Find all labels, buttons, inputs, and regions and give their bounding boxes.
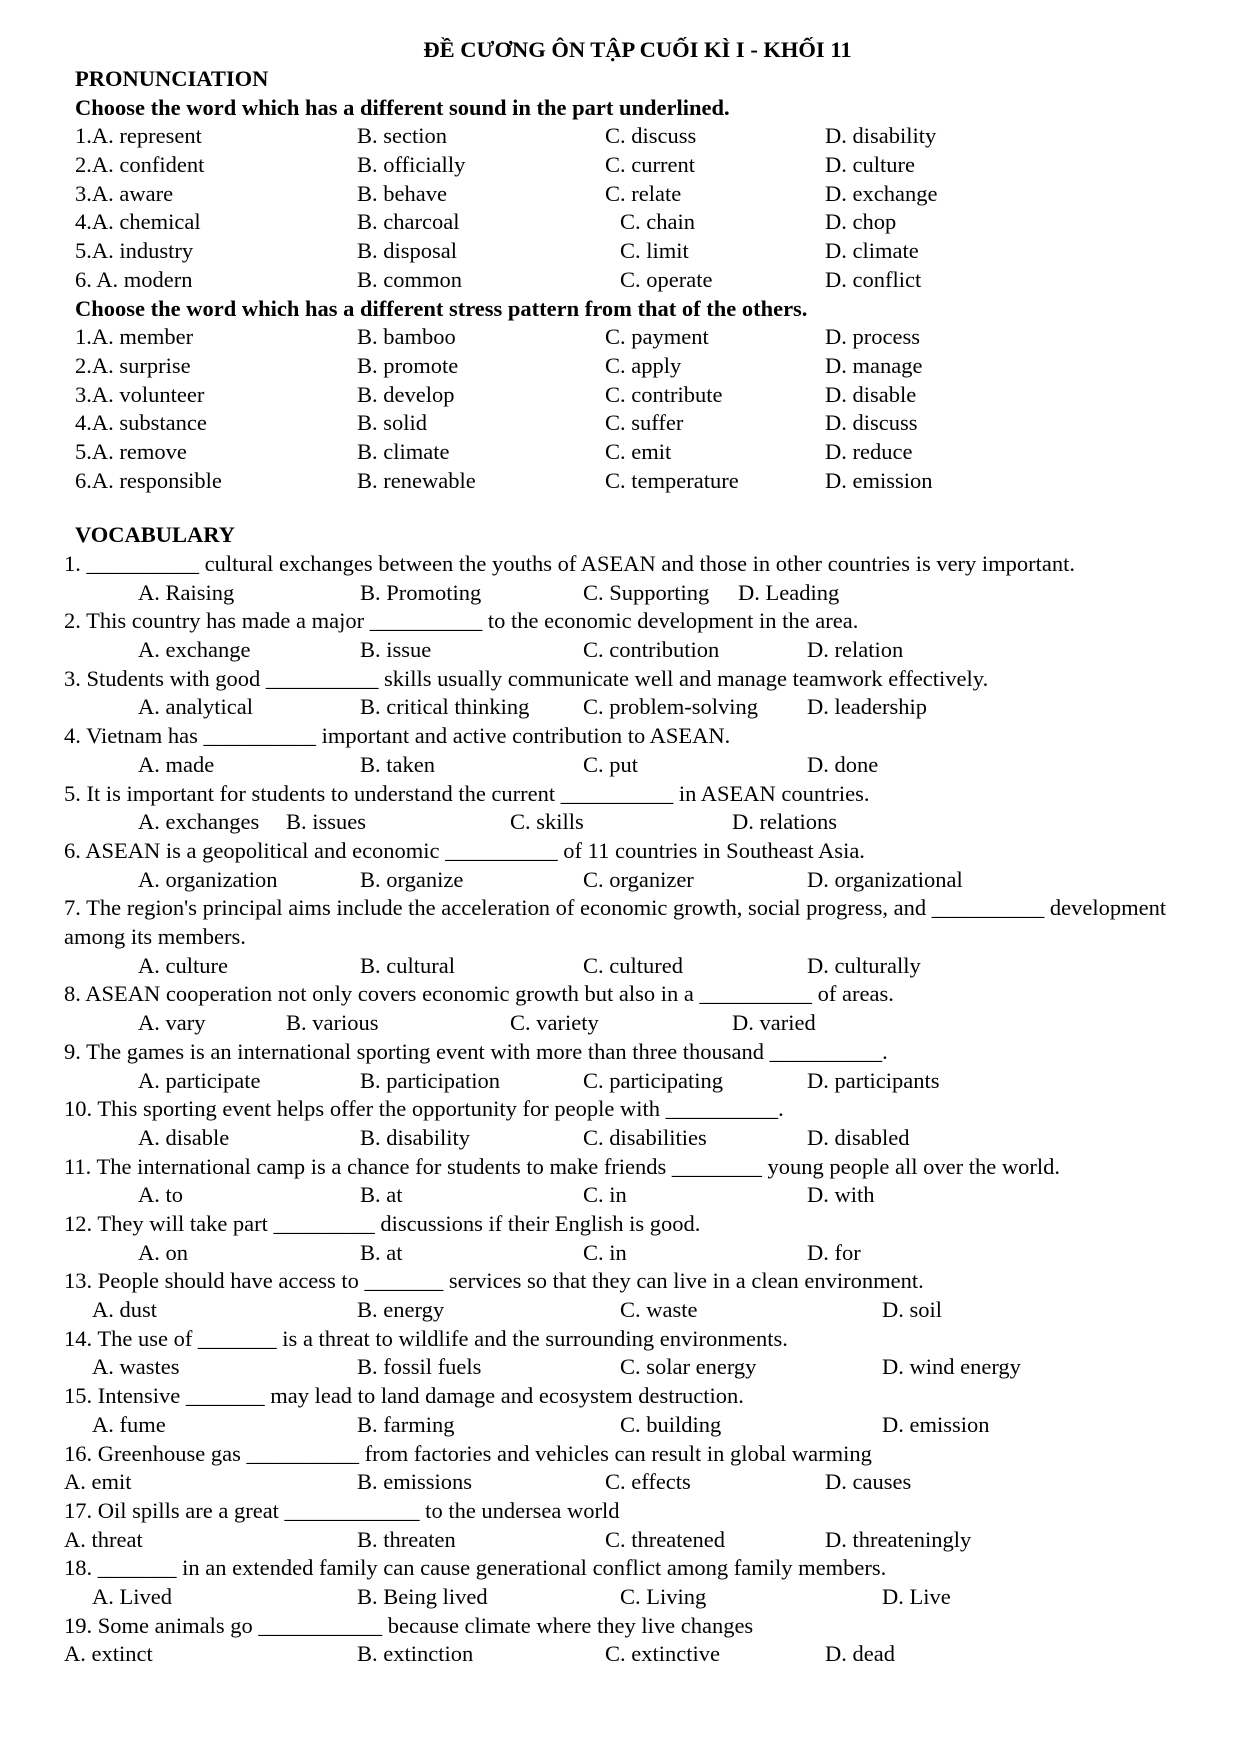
answer-option: A. Lived [92,1584,172,1610]
answer-option: A. Raising [138,579,235,605]
sound-option: C. operate [620,266,713,292]
answer-option: D. done [807,751,879,777]
answer-option: B. cultural [360,952,455,978]
stress-option: 5.A. remove [75,438,187,464]
stress-option: C. payment [605,324,709,350]
sound-instruction: Choose the word which has a different sound in the part underlined. [75,94,730,120]
stress-option: B. renewable [357,467,476,493]
question-stem: 18. _______ in an extended family can cause generational conflict among family members. [64,1555,887,1581]
answer-option: D. organizational [807,866,963,892]
answer-option: B. Promoting [360,579,482,605]
sound-option: D. climate [825,238,919,264]
sound-item [0,122,1241,151]
stress-option: B. solid [357,410,428,436]
answer-option: C. put [583,751,639,777]
stress-option: 6.A. responsible [75,467,222,493]
question-options [0,1296,1241,1325]
answer-option: C. building [620,1411,722,1437]
stress-option: B. climate [357,438,450,464]
stress-item [0,467,1241,496]
answer-option: D. emission [882,1411,990,1437]
sound-option: C. limit [620,238,689,264]
answer-option: C. organizer [583,866,694,892]
question-stem: 1. __________ cultural exchanges between the youths of ASEAN and those in other countries is very important. [64,551,1076,576]
answer-option: C. contribution [583,637,720,663]
stress-option: D. discuss [825,410,918,436]
sound-option: C. discuss [605,123,697,149]
stress-option: D. manage [825,352,923,378]
stress-option: D. reduce [825,438,913,464]
sound-option: B. officially [357,152,466,178]
sound-option: C. relate [605,180,682,206]
answer-option: D. participants [807,1067,940,1093]
sound-item [0,237,1241,266]
answer-option: B. taken [360,751,435,777]
question-options [0,952,1241,981]
question-options [0,1583,1241,1612]
answer-option: C. waste [620,1297,698,1323]
answer-option: D. causes [825,1469,912,1495]
stress-item [0,352,1241,381]
answer-option: D. Leading [738,579,840,605]
question-options [0,1411,1241,1440]
question-stem: 10. This sporting event helps offer the opportunity for people with __________. [64,1096,784,1122]
stress-item [0,409,1241,438]
vocabulary-questions [0,550,1241,1669]
stress-item [0,323,1241,352]
stress-option: C. emit [605,438,672,464]
answer-option: C. variety [510,1010,599,1036]
answer-option: A. wastes [92,1354,180,1380]
answer-option: B. issues [286,809,367,835]
question-options [0,636,1241,665]
answer-option: D. for [807,1239,861,1265]
stress-option: D. process [825,324,920,350]
answer-option: C. solar energy [620,1354,757,1380]
question-options [0,1468,1241,1497]
answer-option: B. energy [357,1297,445,1323]
answer-option: A. participate [138,1067,261,1093]
answer-option: C. effects [605,1469,691,1495]
stress-option: C. apply [605,352,682,378]
stress-option: D. disable [825,381,917,407]
answer-option: D. culturally [807,952,921,978]
stress-item [0,438,1241,467]
question-options [0,579,1241,608]
stress-option: C. suffer [605,410,684,436]
question-options [0,1067,1241,1096]
answer-option: C. problem-solving [583,694,758,720]
sound-option: 4.A. chemical [75,209,201,235]
answer-option: B. Being lived [357,1584,488,1610]
stress-option: 4.A. substance [75,410,207,436]
sound-items [0,122,1241,294]
question-options [0,1353,1241,1382]
stress-option: B. bamboo [357,324,456,350]
sound-option: 3.A. aware [75,180,174,206]
answer-option: B. at [360,1239,403,1265]
sound-item [0,266,1241,295]
question-stem: 11. The international camp is a chance for students to make friends ________ young people all over the world. [64,1153,1060,1179]
answer-option: B. threaten [357,1526,456,1552]
question-options [0,1239,1241,1268]
answer-option: C. extinctive [605,1641,720,1667]
sound-item [0,151,1241,180]
answer-option: A. to [138,1182,183,1208]
sound-option: B. common [357,266,462,292]
answer-option: D. Live [882,1584,951,1610]
answer-option: C. disabilities [583,1124,707,1150]
sound-item [0,180,1241,209]
answer-option: C. cultured [583,952,683,978]
answer-option: B. emissions [357,1469,473,1495]
answer-option: A. made [138,751,215,777]
stress-option: C. temperature [605,467,739,493]
question-options [0,751,1241,780]
answer-option: D. dead [825,1641,895,1667]
page-title: ĐỀ CƯƠNG ÔN TẬP CUỐI KÌ I - KHỐI 11 [423,37,852,62]
stress-items [0,323,1241,495]
answer-option: B. critical thinking [360,694,530,720]
sound-option: C. chain [620,209,695,235]
question-options [0,1009,1241,1038]
answer-option: C. Supporting [583,579,710,605]
sound-option: 1.A. represent [75,123,202,149]
question-stem: 9. The games is an international sporting event with more than three thousand __________. [64,1038,888,1064]
sound-option: D. chop [825,209,897,235]
question-stem: 19. Some animals go ___________ because climate where they live changes [64,1612,754,1638]
sound-option: C. current [605,152,695,178]
answer-option: B. participation [360,1067,500,1093]
question-options [0,1640,1241,1669]
stress-option: C. contribute [605,381,723,407]
answer-option: A. organization [138,866,278,892]
answer-option: B. issue [360,637,432,663]
answer-option: D. relations [732,809,837,835]
stress-option: B. develop [357,381,455,407]
sound-option: 2.A. confident [75,152,205,178]
answer-option: A. fume [92,1411,166,1437]
question-options [0,1526,1241,1555]
answer-option: B. farming [357,1411,455,1437]
question-stem: 5. It is important for students to understand the current __________ in ASEAN countries. [64,780,870,806]
question-stem: 14. The use of _______ is a threat to wildlife and the surrounding environments. [64,1325,788,1351]
stress-option: D. emission [825,467,933,493]
answer-option: D. threateningly [825,1526,972,1552]
answer-option: A. disable [138,1124,230,1150]
question-options [0,866,1241,895]
answer-option: A. extinct [64,1641,153,1667]
question-stem: 6. ASEAN is a geopolitical and economic __________ of 11 countries in Southeast Asia. [64,837,865,863]
answer-option: D. wind energy [882,1354,1021,1380]
answer-option: A. emit [64,1469,132,1495]
sound-option: 5.A. industry [75,238,194,264]
stress-option: B. promote [357,352,459,378]
question-stem: 3. Students with good __________ skills usually communicate well and manage teamwork effectively. [64,665,989,691]
answer-option: A. exchange [138,637,251,663]
answer-option: B. organize [360,866,464,892]
stress-instruction: Choose the word which has a different stress pattern from that of the others. [75,295,808,321]
section-gap [0,495,1241,521]
answer-option: D. varied [732,1010,816,1036]
document-page [0,34,1241,1669]
answer-option: A. culture [138,952,228,978]
question-stem: 2. This country has made a major __________ to the economic development in the area. [64,608,859,634]
question-options [0,693,1241,722]
question-stem: 4. Vietnam has __________ important and active contribution to ASEAN. [64,723,731,749]
answer-option: A. vary [138,1010,206,1036]
answer-option: C. in [583,1239,627,1265]
stress-option: 3.A. volunteer [75,381,205,407]
sound-option: B. section [357,123,447,149]
sound-option: D. exchange [825,180,938,206]
question-stem: 17. Oil spills are a great ____________ to the undersea world [64,1497,620,1523]
question-stem: 15. Intensive _______ may lead to land damage and ecosystem destruction. [64,1383,744,1409]
answer-option: A. dust [92,1297,158,1323]
sound-option: 6. A. modern [75,266,193,292]
answer-option: B. various [286,1010,379,1036]
answer-option: C. in [583,1182,627,1208]
question-options [0,1124,1241,1153]
answer-option: D. relation [807,637,904,663]
answer-option: D. with [807,1182,875,1208]
question-stem: 16. Greenhouse gas __________ from factories and vehicles can result in global warming [64,1440,872,1466]
sound-option: D. culture [825,152,915,178]
stress-option: 1.A. member [75,324,194,350]
question-options [0,1181,1241,1210]
question-stem: 7. The region's principal aims include the acceleration of economic growth, social progress, and __________ development among its members. [64,895,1167,950]
stress-item [0,381,1241,410]
answer-option: D. soil [882,1297,943,1323]
question-stem: 13. People should have access to _______ services so that they can live in a clean environment. [64,1268,924,1294]
answer-option: D. disabled [807,1124,910,1150]
sound-option: B. behave [357,180,447,206]
answer-option: C. Living [620,1584,707,1610]
sound-item [0,208,1241,237]
answer-option: B. fossil fuels [357,1354,482,1380]
sound-option: D. disability [825,123,937,149]
question-options [0,808,1241,837]
answer-option: C. threatened [605,1526,725,1552]
sound-option: B. disposal [357,238,458,264]
answer-option: B. at [360,1182,403,1208]
answer-option: A. threat [64,1526,143,1552]
answer-option: A. exchanges [138,809,260,835]
sound-option: B. charcoal [357,209,460,235]
sound-option: D. conflict [825,266,922,292]
answer-option: A. analytical [138,694,253,720]
answer-option: C. skills [510,809,584,835]
question-stem: 8. ASEAN cooperation not only covers economic growth but also in a __________ of areas. [64,981,894,1007]
question-stem: 12. They will take part _________ discussions if their English is good. [64,1211,701,1236]
stress-option: 2.A. surprise [75,352,191,378]
answer-option: B. extinction [357,1641,474,1667]
answer-option: C. participating [583,1067,723,1093]
section-heading-pronunciation: PRONUNCIATION [75,66,269,91]
answer-option: A. on [138,1239,188,1265]
answer-option: B. disability [360,1124,471,1150]
answer-option: D. leadership [807,694,927,720]
section-heading-vocabulary: VOCABULARY [75,522,236,548]
